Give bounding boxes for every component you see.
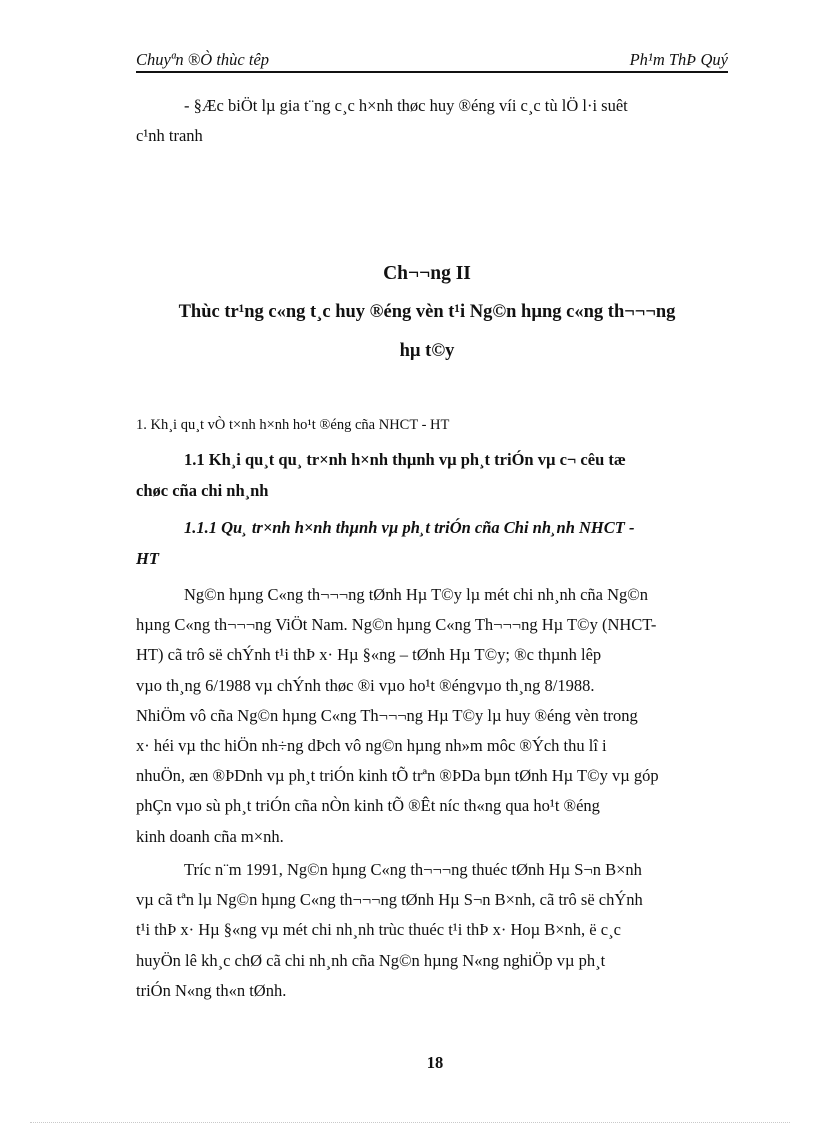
text-line: HT) cã trô së chÝnh t¹i thÞ x· Hµ §«ng – tØnh Hµ T©y; ®c thµnh lêp <box>136 645 602 665</box>
header-rule <box>136 71 728 73</box>
section-heading-1: 1. Kh¸i qu¸t vÒ t×nh h×nh ho¹t ®éng cña NHCT - HT <box>136 417 450 433</box>
text-line: hµng C«ng th¬¬¬ng ViÖt Nam. Ng©n hµng C«ng Th¬¬¬ng Hµ T©y (NHCT- <box>136 615 657 635</box>
heading-line: 1.1.1 Qu¸ tr×nh h×nh thµnh vµ ph¸t triÓn cña Chi nh¸nh NHCT - <box>184 518 635 537</box>
header-title: Chuyªn ®Ò thùc têp <box>136 50 270 69</box>
chapter-subtitle-line: Thùc tr¹ng c«ng t¸c huy ®éng vèn t¹i Ng©n hµng c«ng th¬¬¬ng <box>178 302 676 322</box>
heading-line: chøc cña chi nh¸nh <box>136 480 269 500</box>
paragraph-2 <box>136 855 721 1006</box>
text-line: c¹nh tranh <box>136 126 203 146</box>
text-line: - §Æc biÖt lµ gia t¨ng c¸c h×nh thøc huy ®éng víi c¸c tù lÖ l·i suêt <box>184 96 628 115</box>
text-line: vµo th¸ng 6/1988 vµ chÝnh thøc ®i vµo ho¹t ®éngvµo th¸ng 8/1988. <box>136 675 595 695</box>
text-line: NhiÖm vô cña Ng©n hµng C«ng Th¬¬¬ng Hµ T©y lµ huy ®éng vèn trong <box>136 705 638 725</box>
text-line: Ng©n hµng C«ng th¬¬¬ng tØnh Hµ T©y lµ mét chi nh¸nh cña Ng©n <box>184 585 649 604</box>
text-line: vµ cã tªn lµ Ng©n hµng C«ng th¬¬¬ng tØnh Hµ S¬n B×nh, cã trô së chÝnh <box>136 890 643 910</box>
text-line: Tríc n¨m 1991, Ng©n hµng C«ng th¬¬¬ng thuéc tØnh Hµ S¬n B×nh <box>184 860 642 879</box>
text-line: huyÖn lê kh¸c chØ cã chi nh¸nh cña Ng©n hµng N«ng nghiÖp vµ ph¸t <box>136 950 606 970</box>
heading-line: HT <box>136 548 159 568</box>
text-line: triÓn N«ng th«n tØnh. <box>136 980 287 1000</box>
heading-line: 1.1 Kh¸i qu¸t qu¸ tr×nh h×nh thµnh vµ ph¸t triÓn vµ c¬ cêu tæ <box>184 450 626 469</box>
chapter-subtitle-line: hµ t©y <box>399 341 455 361</box>
text-line: phÇn vµo sù ph¸t triÓn cña nÒn kinh tÕ ®Êt níc th«ng qua ho¹t ®éng <box>136 796 600 816</box>
header-author: Ph¹m ThÞ Quý <box>629 50 728 69</box>
page-number: 18 <box>426 1053 444 1072</box>
intro-bullet <box>136 91 721 151</box>
chapter-title: Ch¬¬ng II <box>383 263 471 284</box>
section-heading-1-1 <box>136 445 721 506</box>
chapter-subtitle <box>136 293 718 371</box>
text-line: t¹i thÞ x· Hµ §«ng vµ mét chi nh¸nh trùc thuéc t¹i thÞ x· Hoµ B×nh, ë c¸c <box>136 920 621 940</box>
text-line: x· héi vµ thc hiÖn nh÷ng dÞch vô ng©n hµng nh»m môc ®Ých thu lî i <box>136 736 607 756</box>
text-line: kinh doanh cña m×nh. <box>136 826 284 846</box>
text-line: nhuÖn, æn ®ÞDnh vµ ph¸t triÓn kinh tÕ trªn ®ÞDa bµn tØnh Hµ T©y vµ góp <box>136 766 659 786</box>
paragraph-1 <box>136 580 721 852</box>
section-heading-1-1-1 <box>136 513 721 574</box>
